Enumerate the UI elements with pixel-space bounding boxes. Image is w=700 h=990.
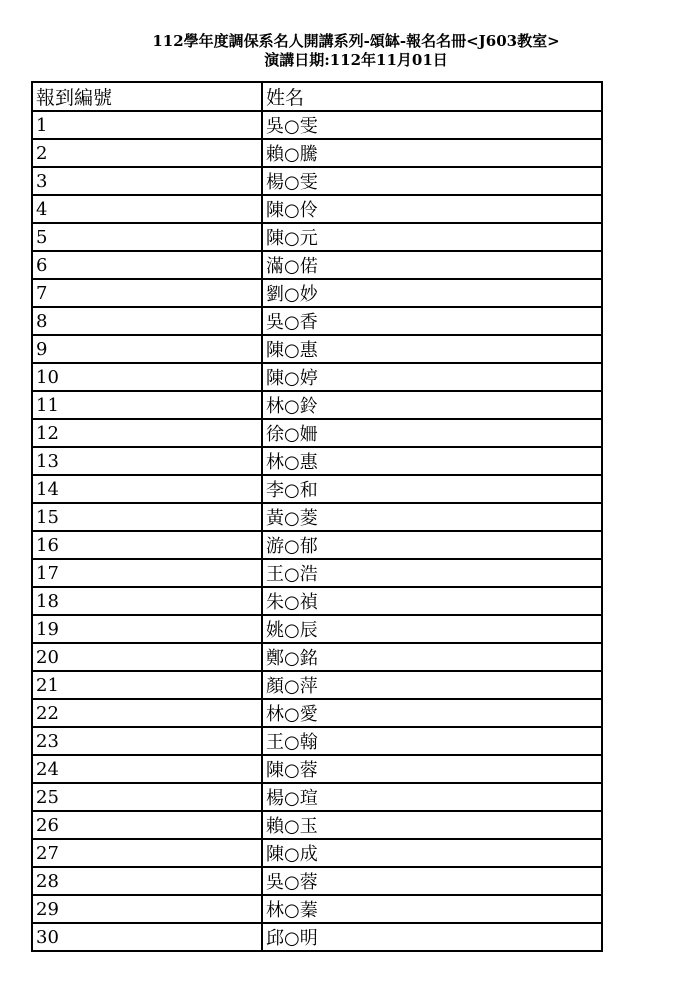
check-in-number-cell: 30 (32, 923, 262, 951)
name-cell: 劉○妙 (262, 279, 602, 307)
check-in-number-cell: 18 (32, 587, 262, 615)
check-in-number-cell: 12 (32, 419, 262, 447)
name-cell: 鄭○銘 (262, 643, 602, 671)
name-cell: 林○鈴 (262, 391, 602, 419)
table-row (32, 279, 602, 307)
check-in-number-cell: 8 (32, 307, 262, 335)
name-cell: 楊○瑄 (262, 783, 602, 811)
check-in-number-cell: 3 (32, 167, 262, 195)
table-row (32, 755, 602, 783)
check-in-number-cell: 10 (32, 363, 262, 391)
name-cell: 王○翰 (262, 727, 602, 755)
table-row (32, 419, 602, 447)
check-in-number-cell: 11 (32, 391, 262, 419)
check-in-number-cell: 4 (32, 195, 262, 223)
table-row (32, 111, 602, 139)
check-in-number-cell: 23 (32, 727, 262, 755)
header-name: 姓名 (262, 82, 602, 111)
name-cell: 林○惠 (262, 447, 602, 475)
table-row (32, 699, 602, 727)
check-in-number-cell: 25 (32, 783, 262, 811)
check-in-number-cell: 27 (32, 839, 262, 867)
table-row (32, 363, 602, 391)
table-row (32, 783, 602, 811)
table-row (32, 671, 602, 699)
check-in-number-cell: 17 (32, 559, 262, 587)
table-row (32, 139, 602, 167)
table-row (32, 223, 602, 251)
table-row (32, 307, 602, 335)
check-in-number-cell: 13 (32, 447, 262, 475)
check-in-number-cell: 9 (32, 335, 262, 363)
check-in-number-cell: 20 (32, 643, 262, 671)
check-in-number-cell: 15 (32, 503, 262, 531)
table-row (32, 167, 602, 195)
registration-table (31, 81, 603, 952)
name-cell: 楊○雯 (262, 167, 602, 195)
check-in-number-cell: 24 (32, 755, 262, 783)
check-in-number-cell: 19 (32, 615, 262, 643)
name-cell: 李○和 (262, 475, 602, 503)
table-row (32, 475, 602, 503)
table-row (32, 503, 602, 531)
table-row (32, 839, 602, 867)
table-row (32, 587, 602, 615)
check-in-number-cell: 29 (32, 895, 262, 923)
table-header-row (32, 82, 602, 111)
name-cell: 陳○伶 (262, 195, 602, 223)
check-in-number-cell: 1 (32, 111, 262, 139)
name-cell: 陳○婷 (262, 363, 602, 391)
table-row (32, 811, 602, 839)
name-cell: 黃○菱 (262, 503, 602, 531)
table-row (32, 195, 602, 223)
name-cell: 朱○禎 (262, 587, 602, 615)
name-cell: 賴○騰 (262, 139, 602, 167)
check-in-number-cell: 16 (32, 531, 262, 559)
table-row (32, 867, 602, 895)
check-in-number-cell: 14 (32, 475, 262, 503)
name-cell: 滿○偌 (262, 251, 602, 279)
header-check-in-number: 報到編號 (32, 82, 262, 111)
table-row (32, 251, 602, 279)
name-cell: 姚○辰 (262, 615, 602, 643)
name-cell: 林○愛 (262, 699, 602, 727)
check-in-number-cell: 26 (32, 811, 262, 839)
name-cell: 王○浩 (262, 559, 602, 587)
check-in-number-cell: 6 (32, 251, 262, 279)
check-in-number-cell: 28 (32, 867, 262, 895)
name-cell: 邱○明 (262, 923, 602, 951)
table-row (32, 895, 602, 923)
lecture-date: 演講日期:112年11月01日 (264, 51, 448, 69)
table-row (32, 643, 602, 671)
name-cell: 賴○玉 (262, 811, 602, 839)
table-row (32, 615, 602, 643)
name-cell: 林○蓁 (262, 895, 602, 923)
table-body (32, 111, 602, 951)
check-in-number-cell: 21 (32, 671, 262, 699)
table-row (32, 923, 602, 951)
name-cell: 顏○萍 (262, 671, 602, 699)
table-row (32, 727, 602, 755)
name-cell: 游○郁 (262, 531, 602, 559)
name-cell: 陳○惠 (262, 335, 602, 363)
check-in-number-cell: 22 (32, 699, 262, 727)
check-in-number-cell: 7 (32, 279, 262, 307)
table-row (32, 531, 602, 559)
document-title: 112學年度調保系名人開講系列-頌缽-報名名冊<J603教室> (152, 32, 560, 50)
name-cell: 徐○姍 (262, 419, 602, 447)
table-row (32, 335, 602, 363)
check-in-number-cell: 2 (32, 139, 262, 167)
name-cell: 陳○元 (262, 223, 602, 251)
name-cell: 陳○成 (262, 839, 602, 867)
table-row (32, 559, 602, 587)
check-in-number-cell: 5 (32, 223, 262, 251)
name-cell: 陳○蓉 (262, 755, 602, 783)
name-cell: 吳○香 (262, 307, 602, 335)
table-row (32, 447, 602, 475)
table-row (32, 391, 602, 419)
name-cell: 吳○雯 (262, 111, 602, 139)
name-cell: 吳○蓉 (262, 867, 602, 895)
